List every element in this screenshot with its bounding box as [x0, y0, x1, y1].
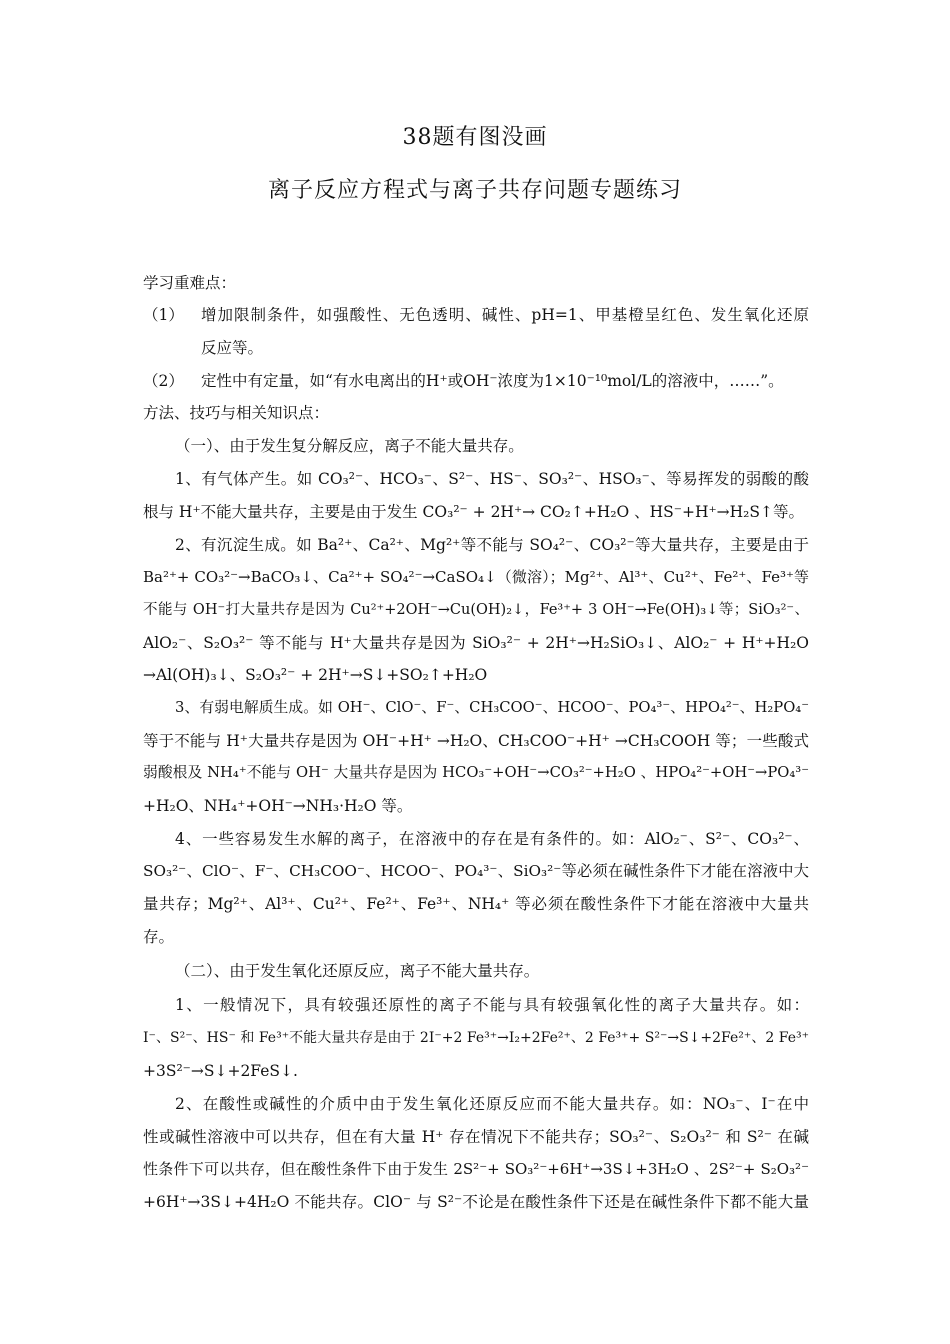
paragraph-line: 不能与 OH⁻打大量共存是因为 Cu²⁺+2OH⁻→Cu(OH)₂↓，Fe³⁺+ 3 OH⁻→Fe(OH)₃↓等；SiO₃²⁻、 — [143, 602, 809, 618]
paragraph-line: 弱酸根及 NH₄⁺不能与 OH⁻ 大量共存是因为 HCO₃⁻+OH⁻→CO₃²⁻+H₂O 、HPO₄²⁻+OH⁻→PO₄³⁻ — [143, 764, 809, 781]
subsection-heading: （一）、由于发生复分解反应，离子不能大量共存。 — [175, 437, 524, 455]
paragraph-line: 等于不能与 H⁺大量共存是因为 OH⁻+H⁺ →H₂O、CH₃COO⁻+H⁺ →CH₃COOH 等；一些酸式 — [143, 732, 809, 750]
paragraph-line: →Al(OH)₃↓、S₂O₃²⁻ + 2H⁺→S↓+SO₂↑+H₂O — [143, 666, 488, 684]
item-number: （1） — [143, 306, 184, 324]
item-number: （2） — [143, 372, 184, 390]
paragraph-line: Ba²⁺+ CO₃²⁻→BaCO₃↓、Ca²⁺+ SO₄²⁻→CaSO₄↓（微溶）；Mg²⁺、Al³⁺、Cu²⁺、Fe²⁺、Fe³⁺等 — [143, 568, 809, 586]
paragraph-line: 存。 — [143, 928, 175, 946]
paragraph-line: 4、一些容易发生水解的离子，在溶液中的存在是有条件的。如：AlO₂⁻、S²⁻、CO₃²⁻、 — [175, 830, 809, 848]
paragraph-line: SO₃²⁻、ClO⁻、F⁻、CH₃COO⁻、HCOO⁻、PO₄³⁻、SiO₃²⁻等必须在碱性条件下才能在溶液中大 — [143, 862, 809, 880]
paragraph-line: 性或碱性溶液中可以共存，但在有大量 H⁺ 存在情况下不能共存；SO₃²⁻、S₂O₃²⁻ 和 S²⁻ 在碱 — [143, 1128, 809, 1146]
paragraph-line: 定性中有定量，如“有水电离出的H⁺或OH⁻浓度为1×10⁻¹⁰mol/L的溶液中，……”。 — [201, 372, 784, 390]
paragraph-line: 1、有气体产生。如 CO₃²⁻、HCO₃⁻、S²⁻、HS⁻、SO₃²⁻、HSO₃⁻、等易挥发的弱酸的酸 — [175, 470, 809, 488]
document-title: 38题有图没画 — [402, 125, 548, 150]
paragraph-line: +H₂O、NH₄⁺+OH⁻→NH₃·H₂O 等。 — [143, 797, 413, 815]
paragraph-line: 2、有沉淀生成。如 Ba²⁺、Ca²⁺、Mg²⁺等不能与 SO₄²⁻、CO₃²⁻等大量共存，主要是由于 — [175, 536, 809, 554]
paragraph-line: +6H⁺→3S↓+4H₂O 不能共存。ClO⁻ 与 S²⁻不论是在酸性条件下还是在碱性条件下都不能大量 — [143, 1193, 809, 1211]
paragraph-line: 1、一般情况下，具有较强还原性的离子不能与具有较强氧化性的离子大量共存。如： — [175, 996, 809, 1014]
paragraph-line: 性条件下可以共存，但在酸性条件下由于发生 2S²⁻+ SO₃²⁻+6H⁺→3S↓+3H₂O 、2S²⁻+ S₂O₃²⁻ — [143, 1160, 809, 1178]
subsection-heading: （二）、由于发生氧化还原反应，离子不能大量共存。 — [175, 962, 540, 980]
paragraph-line: 3、有弱电解质生成。如 OH⁻、ClO⁻、F⁻、CH₃COO⁻、HCOO⁻、PO₄³⁻、HPO₄²⁻、H₂PO₄⁻ — [175, 699, 809, 716]
paragraph-line: 增加限制条件，如强酸性、无色透明、碱性、pH=1、甲基橙呈红色、发生氧化还原 — [201, 306, 809, 324]
document-subtitle: 离子反应方程式与离子共存问题专题练习 — [267, 178, 682, 203]
paragraph-line: AlO₂⁻、S₂O₃²⁻ 等不能与 H⁺大量共存是因为 SiO₃²⁻ + 2H⁺→H₂SiO₃↓、AlO₂⁻ + H⁺+H₂O — [143, 634, 809, 652]
paragraph-line: +3S²⁻→S↓+2FeS↓. — [143, 1062, 298, 1080]
paragraph-line: 反应等。 — [201, 339, 264, 357]
paragraph-line: 根与 H⁺不能大量共存，主要是由于发生 CO₃²⁻ + 2H⁺→ CO₂↑+H₂O 、HS⁻+H⁺→H₂S↑等。 — [143, 503, 804, 521]
paragraph-line: I⁻、S²⁻、HS⁻ 和 Fe³⁺不能大量共存是由于 2I⁻+2 Fe³⁺→I₂+2Fe²⁺、2 Fe³⁺+ S²⁻→S↓+2Fe²⁺、2 Fe³⁺ — [143, 1030, 809, 1046]
paragraph-line: 2、在酸性或碱性的介质中由于发生氧化还原反应而不能大量共存。如：NO₃⁻、I⁻在中 — [175, 1095, 809, 1113]
section-heading: 方法、技巧与相关知识点： — [143, 404, 330, 422]
section-heading: 学习重难点： — [143, 274, 237, 292]
paragraph-line: 量共存；Mg²⁺、Al³⁺、Cu²⁺、Fe²⁺、Fe³⁺、NH₄⁺ 等必须在酸性条件下才能在溶液中大量共 — [143, 895, 809, 913]
